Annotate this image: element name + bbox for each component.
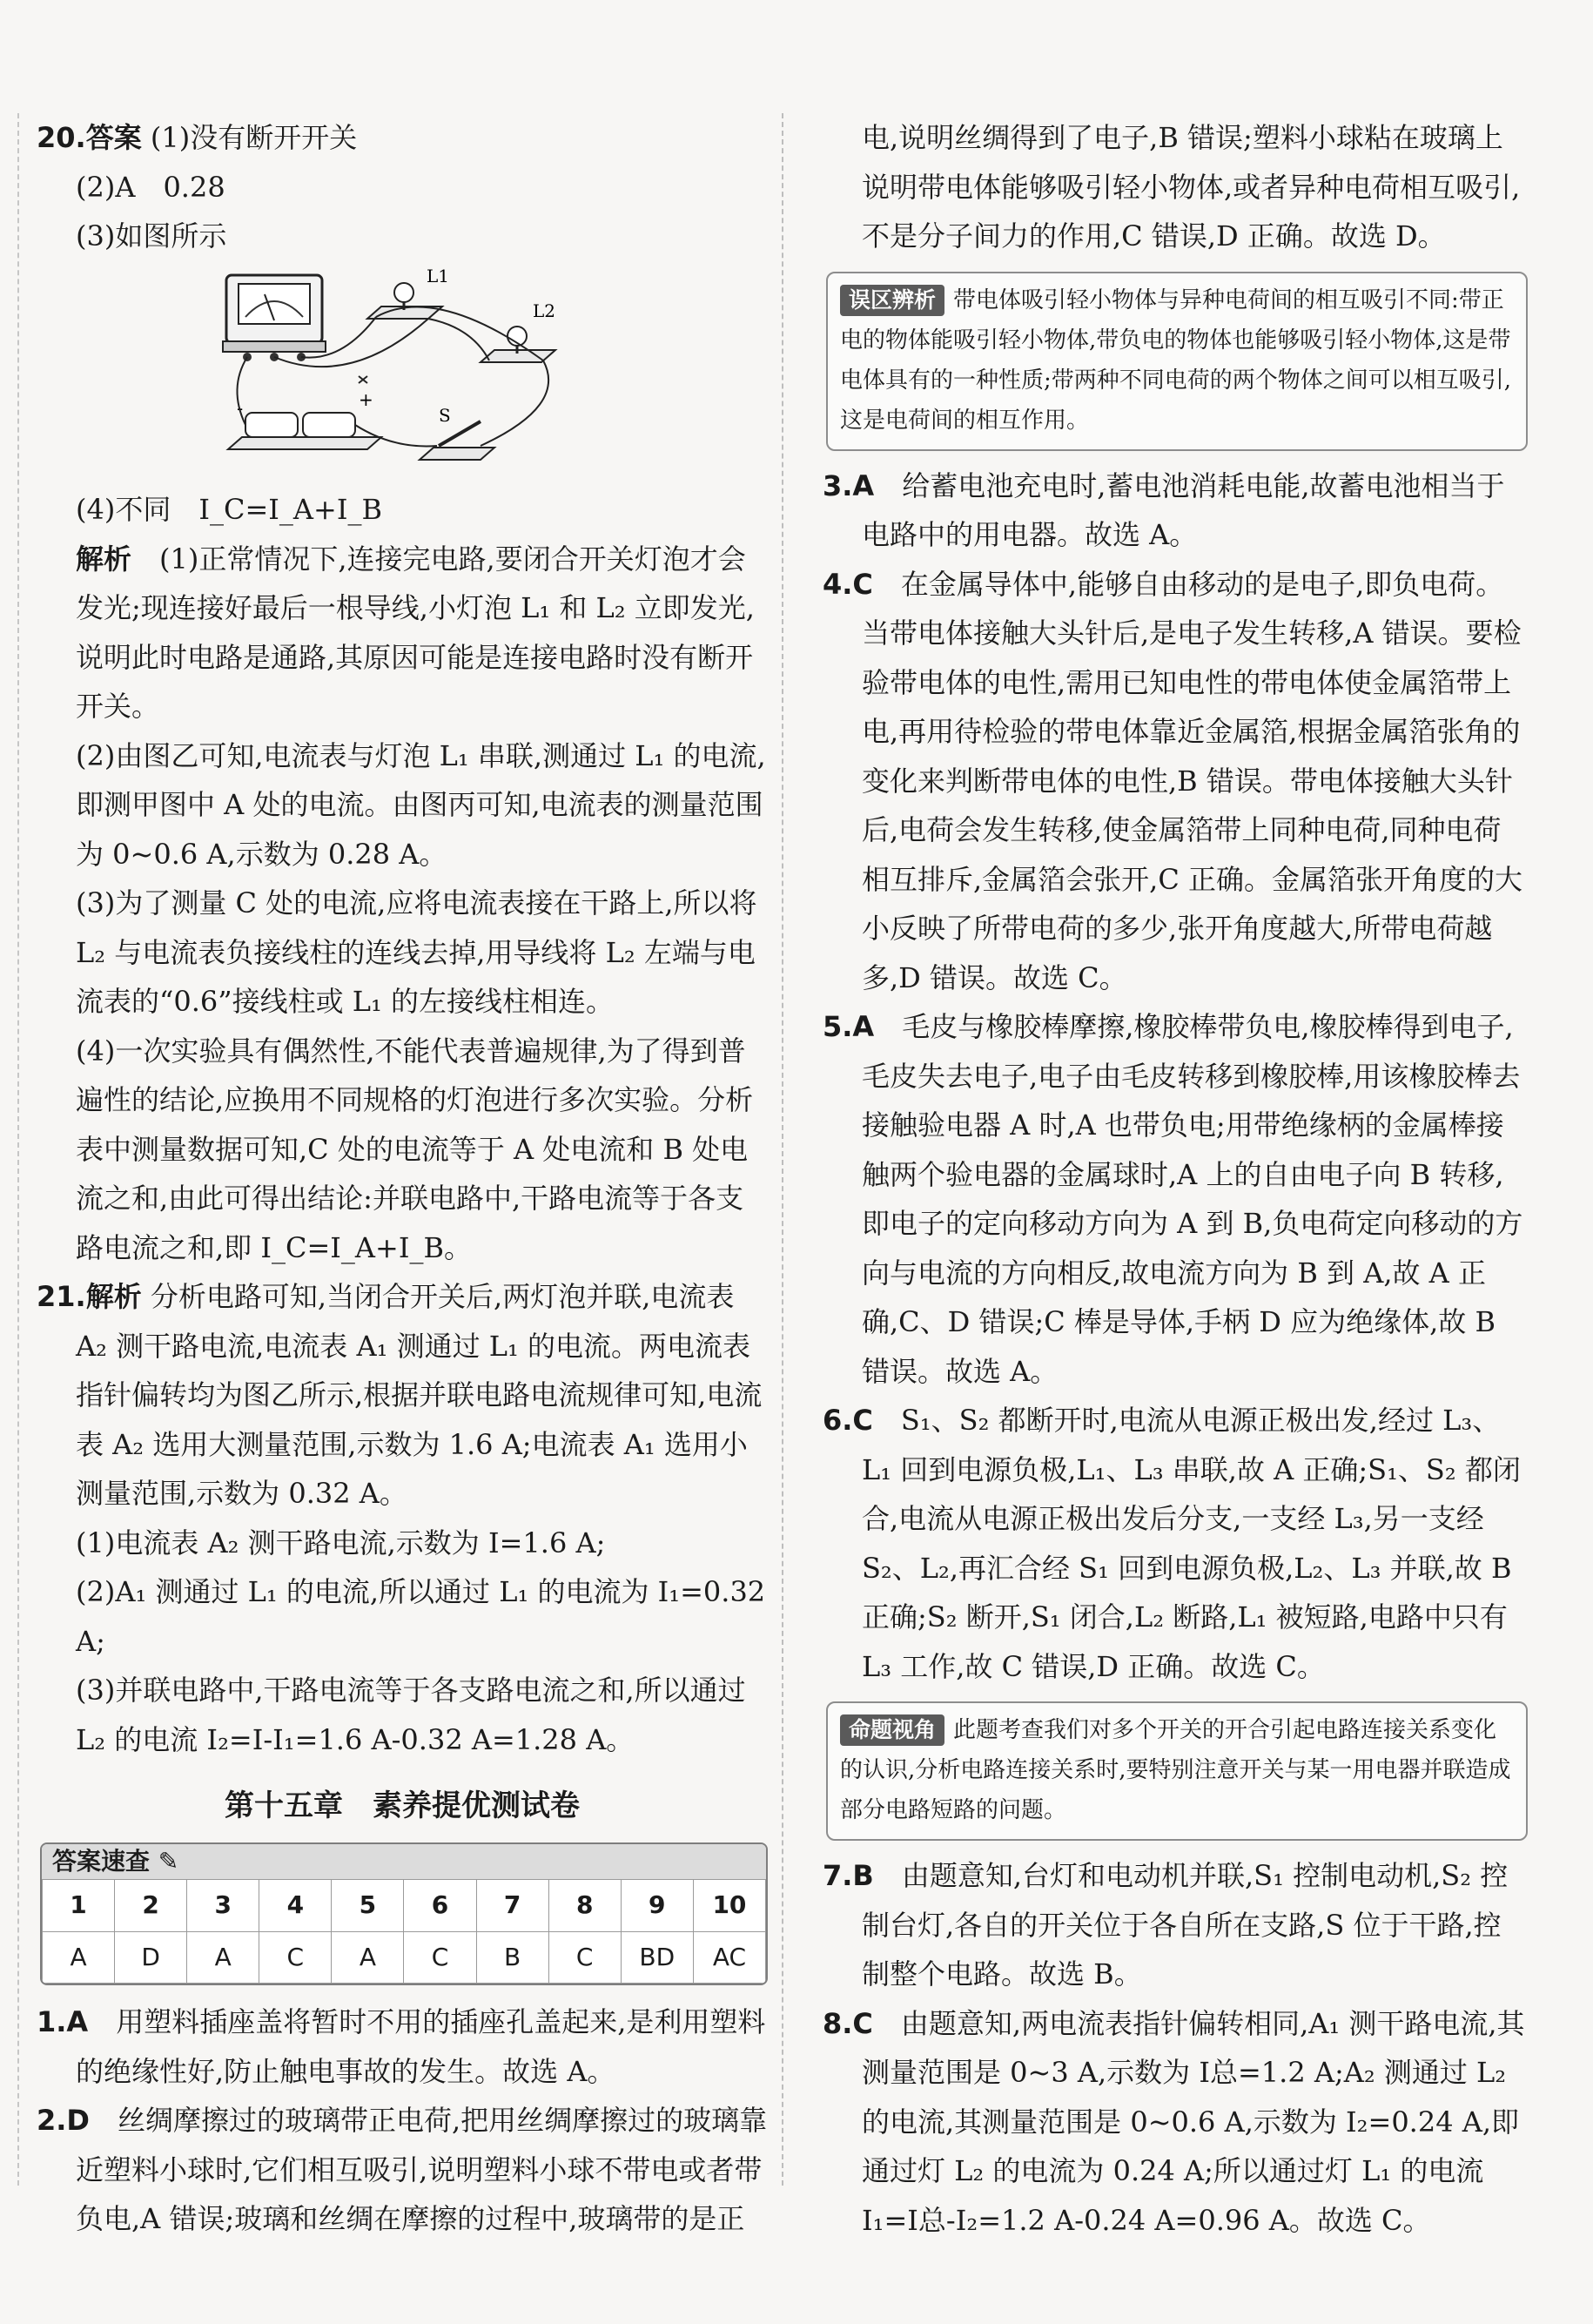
q3-block <box>823 461 1528 560</box>
q7-number: 7.B <box>823 1859 874 1892</box>
answer-number-cell: 1 <box>43 1880 115 1932</box>
switch-icon <box>420 405 494 460</box>
q4-block <box>823 560 1528 1003</box>
q1-text: 用塑料插座盖将暂时不用的插座孔盖起来,是利用塑料的绝缘性好,防止触电事故的发生。故选 A。 <box>76 2005 766 2088</box>
answer-quick-table <box>40 1842 768 1985</box>
q1-block <box>37 1997 768 2096</box>
q8-number: 8.C <box>823 2006 873 2040</box>
column-divider <box>782 113 783 2186</box>
label-minus: - <box>237 397 244 419</box>
answer-value-cell: C <box>259 1931 332 1984</box>
tip-misconception-tag: 误区辨析 <box>840 285 944 316</box>
q20-answer-2: (2)A 0.28 <box>76 170 225 204</box>
q3-text: 给蓄电池充电时,蓄电池消耗电能,故蓄电池相当于电路中的用电器。故选 A。 <box>862 468 1505 551</box>
answer-value-cell: AC <box>693 1931 765 1984</box>
q21-text-2: (1)电流表 A₂ 测干路电流,示数为 I=1.6 A; <box>76 1526 606 1559</box>
q8-text: 由题意知,两电流表指针偏转相同,A₁ 测干路电流,其测量范围是 0~3 A,示数为 I总=1.2 A;A₂ 测通过 L₂ 的电流,其测量范围是 0~0.6 A,示数为 I₂=0.24 A,即通过灯 L₂ 的电流为 0.24 A;所以通过灯 L₁ 的电流 I₁=I总-I₂=1.2 A-0.24 A=0.96 A。故选 C。 <box>862 2006 1525 2237</box>
q21-text-4: (3)并联电路中,干路电流等于各支路电流之和,所以通过 L₂ 的电流 I₂=I-I₁=1.6 A-0.32 A=1.28 A。 <box>76 1674 746 1756</box>
q5-block <box>823 1002 1528 1396</box>
answer-value-cell: BD <box>621 1931 693 1984</box>
answer-value-cell: A <box>332 1931 404 1984</box>
answer-value-cell: B <box>476 1931 548 1984</box>
q5-number: 5.A <box>823 1010 875 1043</box>
q20-number: 20. <box>37 121 86 154</box>
q3-number: 3.A <box>823 468 875 502</box>
q5-text: 毛皮与橡胶棒摩擦,橡胶棒带负电,橡胶棒得到电子,毛皮失去电子,电子由毛皮转移到橡胶棒,用该橡胶棒去接触验电器 A 时,A 也带负电;用带绝缘柄的金属棒接触两个验电器的金属球时,A 上的自由电子向 B 转移,即电子的定向移动方向为 A 到 B,负电荷定向移动的方向与电流的方向相反,故电流方向为 B 到 A,故 A 正确,C、D 错误;C 棒是导体,手柄 D 应为绝缘体,故 B 错误。故选 A。 <box>862 1010 1523 1388</box>
q21-tag: 解析 <box>85 1280 142 1313</box>
lamp-l1-icon <box>367 266 449 319</box>
answer-table-title <box>42 1844 766 1879</box>
answer-table-title-text: 答案速查 <box>52 1847 151 1876</box>
q7-block <box>823 1851 1528 1999</box>
q21-text-1: 分析电路可知,当闭合开关后,两灯泡并联,电流表 A₂ 测干路电流,电流表 A₁ 测通过 L₁ 的电流。两电流表指针偏转均为图乙所示,根据并联电路电流规律可知,电流表 A₂ 选用大测量范围,示数为 1.6 A;电流表 A₁ 选用小测量范围,示数为 0.32 A。 <box>76 1280 763 1510</box>
q2-number: 2.D <box>37 2104 90 2137</box>
q6-block <box>823 1396 1528 1691</box>
q20-analysis-2: (2)由图乙可知,电流表与灯泡 L₁ 串联,测通过 L₁ 的电流,即测甲图中 A 处的电流。由图丙可知,电流表的测量范围为 0~0.6 A,示数为 0.28 A。 <box>76 738 766 871</box>
tip-perspective-text: 此题考查我们对多个开关的开合引起电路连接关系变化的认识,分析电路连接关系时,要特别注意开关与某一用电器并联造成部分电路短路的问题。 <box>840 1717 1511 1823</box>
tip-misconception-text: 带电体吸引轻小物体与异种电荷间的相互吸引不同:带正电的物体能吸引轻小物体,带负电的物体也能够吸引轻小物体,这是带电体具有的一种性质;带两种不同电荷的两个物体之间可以相互吸引,这是电荷间的相互作用。 <box>840 286 1512 434</box>
q2-continued: 电,说明丝绸得到了电子,B 错误;塑料小球粘在玻璃上说明带电体能够吸引轻小物体,或者异种电荷相互吸引,不是分子间力的作用,C 错误,D 正确。故选 D。 <box>862 121 1521 253</box>
answer-value-cell: D <box>115 1931 187 1984</box>
pencil-icon: ✎ <box>158 1847 179 1876</box>
q8-block <box>823 1999 1528 2246</box>
q20-answer-tag: 答案 <box>85 121 142 154</box>
answer-value-cell: C <box>548 1931 621 1984</box>
q4-number: 4.C <box>823 567 873 601</box>
q1-number: 1.A <box>37 2005 89 2038</box>
q20-analysis-1 <box>37 535 768 731</box>
answer-value-cell: C <box>404 1931 476 1984</box>
right-column <box>823 113 1528 2245</box>
q4-text: 在金属导体中,能够自由移动的是电子,即负电荷。当带电体接触大头针后,是电子发生转移,A 错误。要检验带电体的电性,需用已知电性的带电体使金属箔带上电,再用待检验的带电体靠近金属箔,根据金属箔张角的变化来判断带电体的电性,B 错误。带电体接触大头针后,电荷会发生转移,使金属箔带上同种电荷,同种电荷相互排斥,金属箔会张开,C 正确。金属箔张开角度的大小反映了所带电荷的多少,张开角度越大,所带电荷越多,D 错误。故选 C。 <box>862 567 1523 994</box>
tip-perspective-tag: 命题视角 <box>840 1714 944 1746</box>
q20-analysis-4: (4)一次实验具有偶然性,不能代表普遍规律,为了得到普遍性的结论,应换用不同规格的灯泡进行多次实验。分析表中测量数据可知,C 处的电流等于 A 处电流和 B 处电流之和,由此可得出结论:并联电路中,干路电流等于各支路电流之和,即 I_C=I_A+I_B。 <box>76 1034 754 1264</box>
answer-number-cell: 5 <box>332 1880 404 1932</box>
q21-block <box>37 1272 768 1519</box>
tip-misconception <box>826 272 1528 451</box>
q21-text-3: (2)A₁ 测通过 L₁ 的电流,所以通过 L₁ 的电流为 I₁=0.32 A; <box>76 1575 766 1658</box>
q2-text: 丝绸摩擦过的玻璃带正电荷,把用丝绸摩擦过的玻璃靠近塑料小球时,它们相互吸引,说明塑料小球不带电或者带负电,A 错误;玻璃和丝绸在摩擦的过程中,玻璃带的是正 <box>76 2104 768 2235</box>
answer-number-cell: 10 <box>693 1880 765 1932</box>
q20-answer-line <box>37 113 768 163</box>
q6-number: 6.C <box>823 1404 873 1437</box>
ammeter-icon <box>223 275 326 361</box>
battery-icon <box>228 389 381 449</box>
label-l1: L1 <box>427 266 450 286</box>
chapter-title: 第十五章 素养提优测试卷 <box>225 1788 580 1823</box>
left-margin-rule <box>17 113 19 2186</box>
circuit-figure <box>219 266 585 467</box>
answer-value-cell: A <box>43 1931 115 1984</box>
q20-answer-3: (3)如图所示 <box>76 219 227 253</box>
q20-analysis-text-1: (1)正常情况下,连接完电路,要闭合开关灯泡才会发光;现连接好最后一根导线,小灯泡 L₁ 和 L₂ 立即发光,说明此时电路是通路,其原因可能是连接电路时没有断开开关。 <box>76 542 755 723</box>
q6-text: S₁、S₂ 都断开时,电流从电源正极出发,经过 L₃、L₁ 回到电源负极,L₁、L₃ 串联,故 A 正确;S₁、S₂ 都闭合,电流从电源正极出发后分支,一支经 L₃,另一支经 S₂、L₂,再汇合经 S₁ 回到电源负极,L₂、L₃ 并联,故 B 正确;S₂ 断开,S₁ 闭合,L₂ 断路,L₁ 被短路,电路中只有 L₃ 工作,故 C 错误,D 正确。故选 C。 <box>862 1404 1521 1683</box>
q7-text: 由题意知,台灯和电动机并联,S₁ 控制电动机,S₂ 控制台灯,各自的开关位于各自所在支路,S 位于干路,控制整个电路。故选 B。 <box>862 1859 1509 1991</box>
answer-value-cell: A <box>187 1931 259 1984</box>
label-l2: L2 <box>533 300 556 321</box>
answer-number-cell: 9 <box>621 1880 693 1932</box>
tip-question-perspective <box>826 1701 1528 1841</box>
lamp-l2-icon <box>481 300 555 362</box>
q20-answer-1: (1)没有断开开关 <box>150 121 358 154</box>
answer-number-cell: 7 <box>476 1880 548 1932</box>
answer-number-cell: 6 <box>404 1880 476 1932</box>
q2-block <box>37 2096 768 2244</box>
q21-number: 21. <box>37 1280 86 1313</box>
answer-number-row <box>43 1880 766 1932</box>
answer-number-cell: 2 <box>115 1880 187 1932</box>
left-column <box>37 113 768 2244</box>
label-s: S <box>439 404 451 426</box>
answer-number-cell: 3 <box>187 1880 259 1932</box>
answer-number-cell: 4 <box>259 1880 332 1932</box>
q20-analysis-tag: 解析 <box>76 542 132 576</box>
answer-number-cell: 8 <box>548 1880 621 1932</box>
label-plus: + <box>359 388 373 410</box>
q20-analysis-3: (3)为了测量 C 处的电流,应将电流表接在干路上,所以将 L₂ 与电流表负接线柱的连线去掉,用导线将 L₂ 左端与电流表的“0.6”接线柱或 L₁ 的左接线柱相连。 <box>76 886 757 1018</box>
answer-grid <box>42 1879 766 1984</box>
answer-value-row <box>43 1931 766 1984</box>
q20-answer-4: (4)不同 I_C=I_A+I_B <box>76 493 382 526</box>
